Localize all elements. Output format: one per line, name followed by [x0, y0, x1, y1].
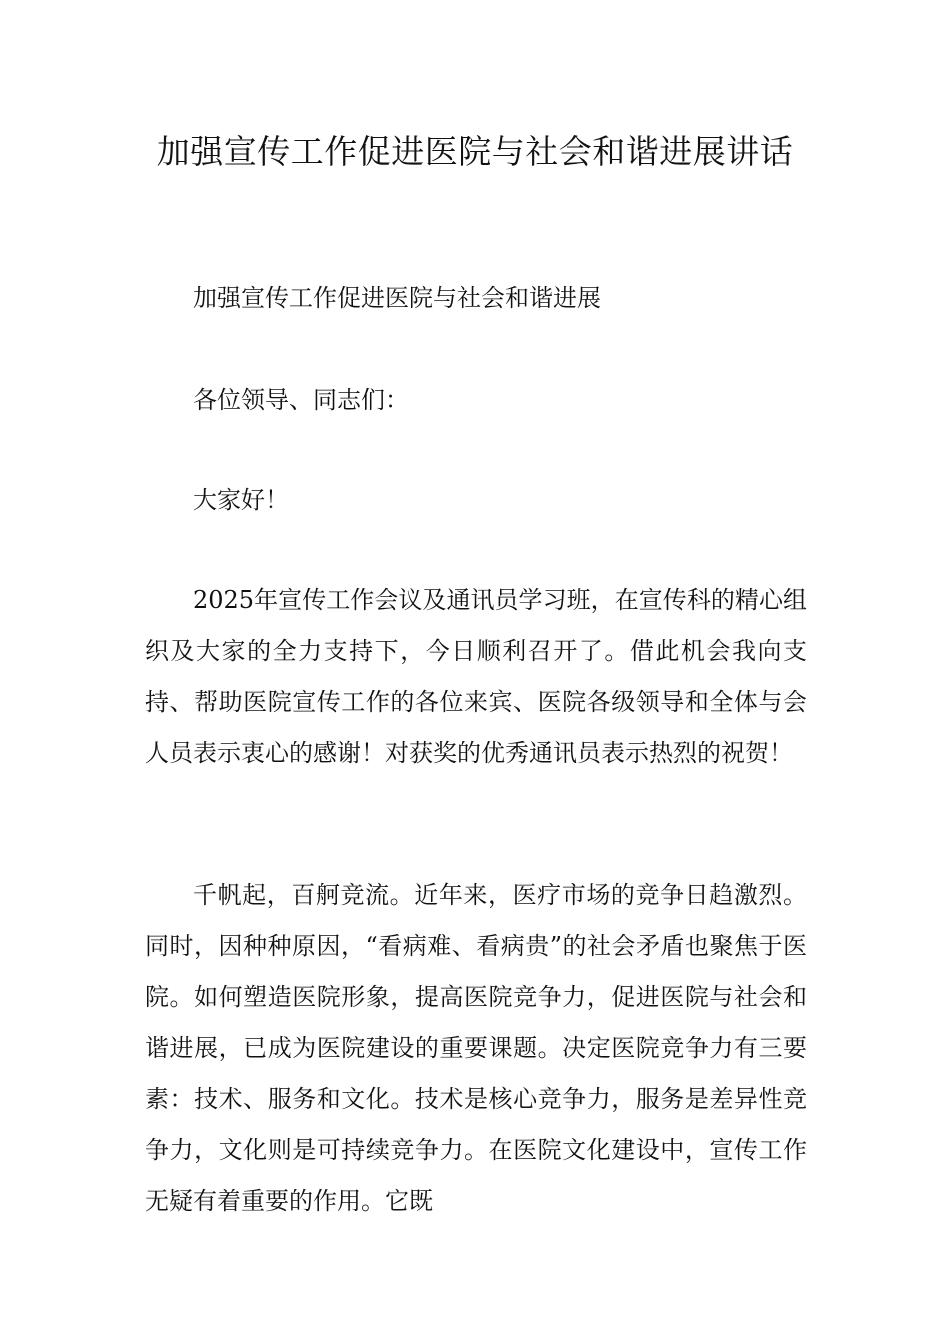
- document-title: 加强宣传工作促进医院与社会和谐进展讲话: [156, 132, 794, 171]
- body-paragraph: 2025年宣传工作会议及通讯员学习班，在宣传科的精心组织及大家的全力支持下，今日顺利召开了。借此机会我向支持、帮助医院宣传工作的各位来宾、医院各级领导和全体与会人员表示衷心的感谢！对获奖的优秀通讯员表示热烈的祝贺！: [145, 586, 807, 767]
- subtitle-paragraph: 加强宣传工作促进医院与社会和谐进展: [193, 284, 601, 312]
- salutation-paragraph: 各位领导、同志们：: [193, 386, 409, 414]
- greeting-paragraph: 大家好！: [193, 486, 289, 514]
- body-paragraph: 千帆起，百舸竞流。近年来，医疗市场的竞争日趋激烈。同时，因种种原因，“看病难、看病贵”的社会矛盾也聚焦于医院。如何塑造医院形象，提高医院竞争力，促进医院与社会和谐进展，已成为医院建设的重要课题。决定医院竞争力有三要素：技术、服务和文化。技术是核心竞争力，服务是差异性竞争力，文化则是可持续竞争力。在医院文化建设中，宣传工作无疑有着重要的作用。它既: [145, 881, 807, 1215]
